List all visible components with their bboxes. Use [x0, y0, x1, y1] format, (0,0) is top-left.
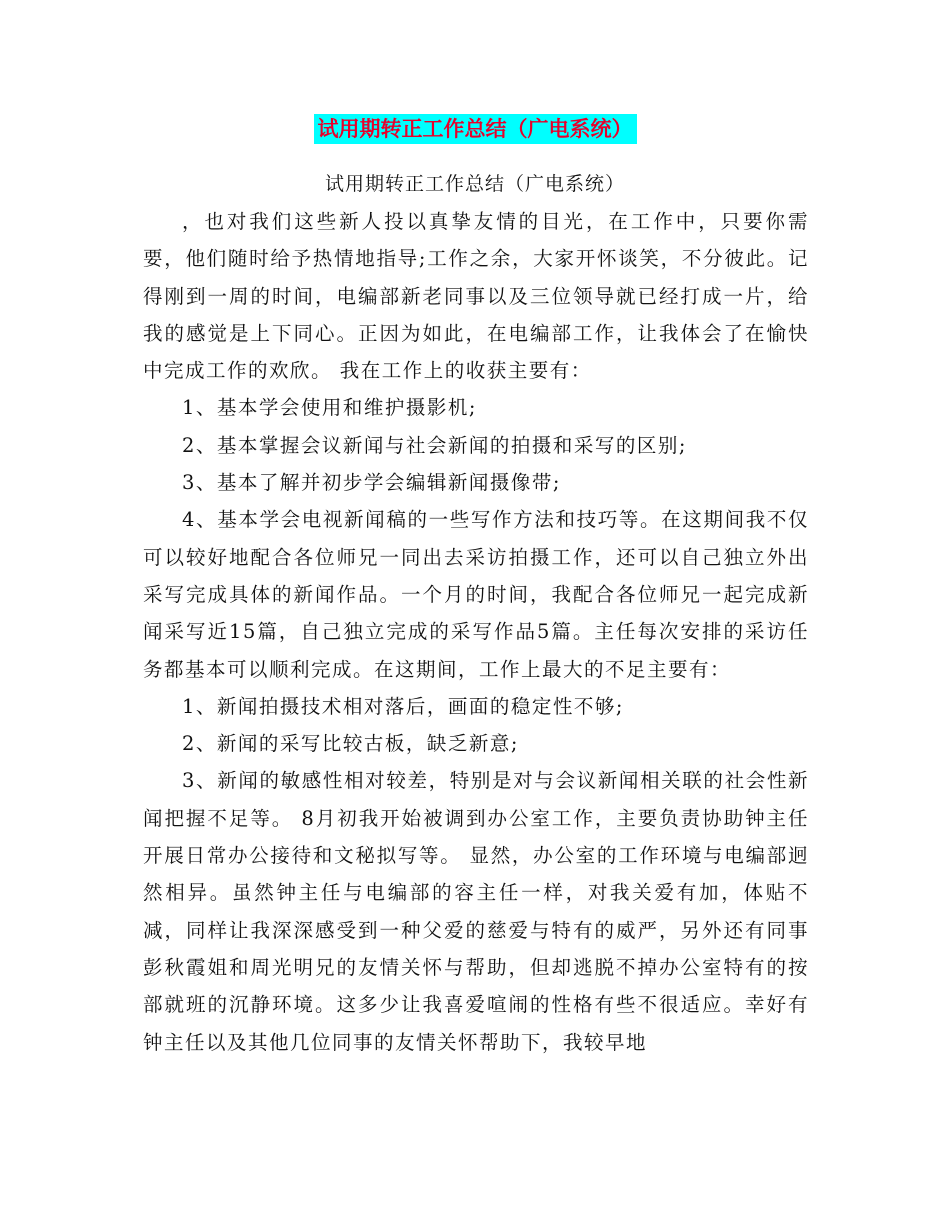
paragraph: 3、基本了解并初步学会编辑新闻摄像带; [182, 471, 561, 495]
document-body [143, 203, 809, 1061]
paragraph: ，也对我们这些新人投以真挚友情的目光，在工作中，只要你需要，他们随时给予热情地指导;工作之余，大家开怀谈笑，不分彼此。记得刚到一周的时间，电编部新老同事以及三位领导就已经打成一片，给我的感觉是上下同心。正因为如此，在电编部工作，让我体会了在愉快中完成工作的欢欣。 我在工作上的收获主要有： [143, 210, 809, 383]
paragraph: 2、基本掌握会议新闻与社会新闻的拍摄和采写的区别; [182, 433, 687, 457]
document-subtitle: 试用期转正工作总结（广电系统） [324, 173, 625, 195]
paragraph: 4、基本学会电视新闻稿的一些写作方法和技巧等。在这期间我不仅可以较好地配合各位师兄一同出去采访拍摄工作，还可以自己独立外出采写完成具体的新闻作品。一个月的时间，我配合各位师兄一起完成新闻采写近15篇，自己独立完成的采写作品5篇。主任每次安排的采访任务都基本可以顺利完成。在这期间，工作上最大的不足主要有： [143, 508, 809, 681]
paragraph: 1、基本学会使用和维护摄影机; [182, 396, 477, 420]
title-container [0, 114, 950, 144]
document-title: 试用期转正工作总结（广电系统） [314, 114, 637, 144]
paragraph: 2、新闻的采写比较古板，缺乏新意; [182, 732, 519, 756]
paragraph: 3、新闻的敏感性相对较差，特别是对与会议新闻相关联的社会性新闻把握不足等。 8月初我开始被调到办公室工作，主要负责协助钟主任开展日常办公接待和文秘拟写等。 显然，办公室的工作环境与电编部迥然相异。虽然钟主任与电编部的容主任一样，对我关爱有加，体贴不减，同样让我深深感受到一种父爱的慈爱与特有的威严，另外还有同事彭秋霞姐和周光明兄的友情关怀与帮助，但却逃脱不掉办公室特有的按部就班的沉静环境。这多少让我喜爱喧闹的性格有些不很适应。幸好有钟主任以及其他几位同事的友情关怀帮助下，我较早地 [143, 769, 809, 1054]
paragraph: 1、新闻拍摄技术相对落后，画面的稳定性不够; [182, 694, 624, 718]
